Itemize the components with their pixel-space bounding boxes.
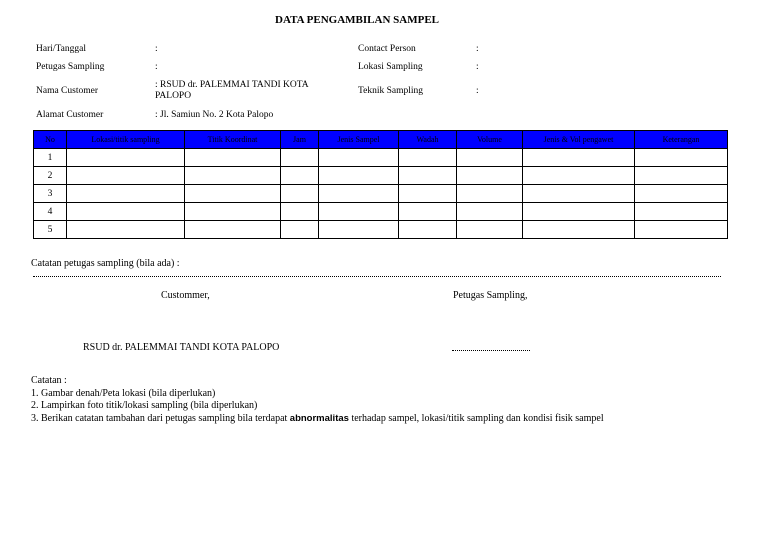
table-cell[interactable] — [635, 203, 728, 221]
contact-person-label: Contact Person — [358, 44, 416, 54]
header-volume: Volume — [457, 131, 523, 149]
customer-signature-name: RSUD dr. PALEMMAI TANDI KOTA PALOPO — [83, 342, 280, 353]
table-cell[interactable] — [281, 203, 319, 221]
table-row — [34, 149, 728, 167]
table-cell[interactable] — [185, 203, 281, 221]
table-cell[interactable] — [185, 221, 281, 239]
header-wadah: Wadah — [399, 131, 457, 149]
header-titik-koordinat: Titik Koordinat — [185, 131, 281, 149]
table-cell[interactable] — [399, 203, 457, 221]
table-cell[interactable] — [67, 221, 185, 239]
table-cell[interactable] — [523, 185, 635, 203]
petugas-signature-label: Petugas Sampling, — [453, 290, 528, 301]
table-cell[interactable] — [523, 149, 635, 167]
row-number: 2 — [34, 167, 67, 185]
table-cell[interactable] — [67, 203, 185, 221]
table-cell[interactable] — [281, 221, 319, 239]
table-cell[interactable] — [399, 221, 457, 239]
table-cell[interactable] — [523, 203, 635, 221]
petugas-sampling-value: : — [155, 62, 158, 72]
table-cell[interactable] — [399, 167, 457, 185]
table-cell[interactable] — [185, 167, 281, 185]
notes-item-3-emphasis: abnormalitas — [289, 412, 349, 424]
table-cell[interactable] — [523, 221, 635, 239]
row-number: 5 — [34, 221, 67, 239]
notes-section — [31, 375, 751, 425]
table-header-row — [34, 131, 728, 149]
document-title: DATA PENGAMBILAN SAMPEL — [275, 14, 439, 26]
table-cell[interactable] — [319, 221, 399, 239]
table-cell[interactable] — [457, 167, 523, 185]
lokasi-sampling-label: Lokasi Sampling — [358, 62, 423, 72]
hari-tanggal-label: Hari/Tanggal — [36, 44, 86, 54]
petugas-signature-line — [452, 350, 530, 351]
table-cell[interactable] — [635, 167, 728, 185]
table-row — [34, 185, 728, 203]
table-cell[interactable] — [319, 149, 399, 167]
catatan-dotted-line — [33, 276, 721, 277]
notes-item-2: 2. Lampirkan foto titik/lokasi sampling (bila diperlukan) — [31, 400, 258, 411]
notes-item-3 — [31, 413, 751, 426]
table-cell[interactable] — [185, 149, 281, 167]
header-jam: Jam — [281, 131, 319, 149]
notes-item-3-start: 3. Berikan catatan tambahan dari petugas sampling bila terdapat — [31, 412, 288, 424]
table-cell[interactable] — [457, 185, 523, 203]
notes-item-3-end: terhadap sampel, lokasi/titik sampling dan kondisi fisik sampel — [351, 412, 604, 424]
table-row — [34, 203, 728, 221]
sample-table — [33, 130, 728, 239]
table-cell[interactable] — [635, 185, 728, 203]
table-cell[interactable] — [457, 149, 523, 167]
nama-customer-value: : RSUD dr. PALEMMAI TANDI KOTA PALOPO — [155, 80, 309, 101]
table-cell[interactable] — [67, 167, 185, 185]
header-no: No — [34, 131, 67, 149]
row-number: 1 — [34, 149, 67, 167]
table-cell[interactable] — [399, 185, 457, 203]
table-cell[interactable] — [319, 185, 399, 203]
table-cell[interactable] — [281, 149, 319, 167]
teknik-sampling-label: Teknik Sampling — [358, 86, 424, 96]
alamat-customer-value: : Jl. Samiun No. 2 Kota Palopo — [155, 110, 274, 120]
table-cell[interactable] — [185, 185, 281, 203]
table-cell[interactable] — [281, 167, 319, 185]
table-cell[interactable] — [67, 185, 185, 203]
alamat-customer-label: Alamat Customer — [36, 110, 104, 120]
table-cell[interactable] — [457, 221, 523, 239]
header-keterangan: Keterangan — [635, 131, 728, 149]
header-jenis-sampel: Jenis Sampel — [319, 131, 399, 149]
table-cell[interactable] — [523, 167, 635, 185]
lokasi-sampling-value: : — [476, 62, 479, 72]
petugas-sampling-label: Petugas Sampling — [36, 62, 105, 72]
contact-person-value: : — [476, 44, 479, 54]
table-cell[interactable] — [635, 221, 728, 239]
table-cell[interactable] — [281, 185, 319, 203]
nama-customer-label: Nama Customer — [36, 86, 99, 96]
notes-item-1: 1. Gambar denah/Peta lokasi (bila diperlukan) — [31, 387, 216, 399]
table-cell[interactable] — [67, 149, 185, 167]
table-row — [34, 221, 728, 239]
table-cell[interactable] — [319, 167, 399, 185]
customer-signature-label: Custommer, — [161, 290, 210, 301]
table-cell[interactable] — [635, 149, 728, 167]
table-cell[interactable] — [319, 203, 399, 221]
teknik-sampling-value: : — [476, 86, 479, 96]
notes-heading: Catatan : — [31, 375, 67, 386]
row-number: 3 — [34, 185, 67, 203]
catatan-petugas-label: Catatan petugas sampling (bila ada) : — [31, 258, 180, 269]
header-pengawet: Jenis & Vol pengawet — [523, 131, 635, 149]
hari-tanggal-value: : — [155, 44, 158, 54]
table-cell[interactable] — [399, 149, 457, 167]
table-cell[interactable] — [457, 203, 523, 221]
row-number: 4 — [34, 203, 67, 221]
header-lokasi: Lokasi/titik sampling — [67, 131, 185, 149]
table-row — [34, 167, 728, 185]
